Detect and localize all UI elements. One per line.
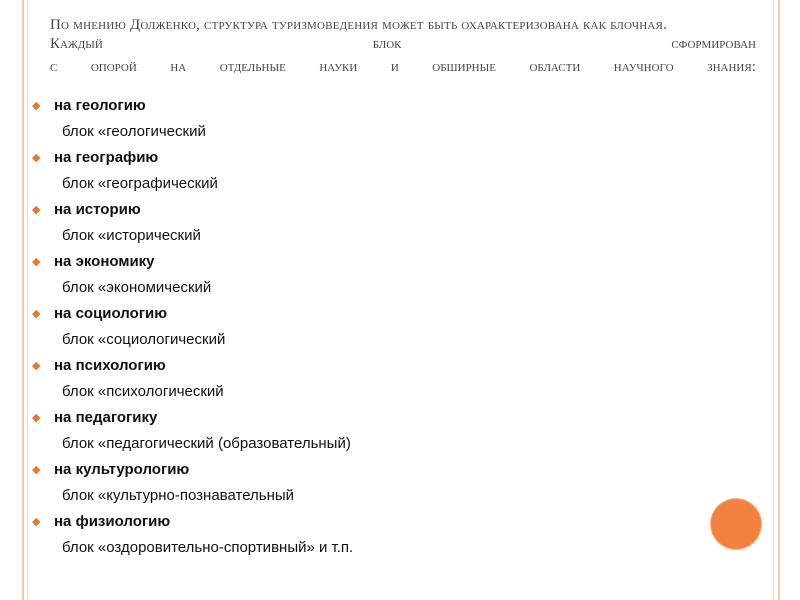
heading-line-3 bbox=[50, 58, 756, 77]
heading-word: отдельные bbox=[219, 59, 286, 75]
list-item bbox=[32, 357, 712, 409]
list-item-subtitle: блок «психологический bbox=[62, 383, 224, 400]
list-item-title: на культурологию bbox=[54, 461, 190, 478]
diamond-bullet-icon: ◆ bbox=[32, 204, 41, 216]
heading-word: опорой bbox=[90, 59, 137, 75]
slide-border-right-inner bbox=[773, 0, 774, 600]
list-item bbox=[32, 149, 712, 201]
list-item-subtitle: блок «геологический bbox=[62, 123, 206, 140]
list-item-subtitle: блок «культурно-познавательный bbox=[62, 487, 295, 504]
heading-word: блок bbox=[372, 36, 402, 52]
heading-word: Каждый bbox=[50, 36, 103, 52]
diamond-bullet-icon: ◆ bbox=[32, 412, 41, 424]
heading-word: с bbox=[50, 59, 58, 75]
list-item-title: на историю bbox=[54, 201, 141, 218]
slide-border-left-inner bbox=[27, 0, 28, 600]
list-item bbox=[32, 461, 712, 513]
list-item-subtitle: блок «оздоровительно-спортивный» и т.п. bbox=[62, 539, 354, 556]
heading-word: на bbox=[170, 59, 187, 75]
heading-line-2 bbox=[50, 35, 756, 54]
diamond-bullet-icon: ◆ bbox=[32, 308, 41, 320]
heading-word: знания: bbox=[707, 59, 756, 75]
list-item bbox=[32, 97, 712, 149]
list-item bbox=[32, 513, 712, 565]
diamond-bullet-icon: ◆ bbox=[32, 516, 41, 528]
list-item-subtitle: блок «педагогический (образовательный) bbox=[62, 435, 351, 452]
diamond-bullet-icon: ◆ bbox=[32, 256, 41, 268]
diamond-bullet-icon: ◆ bbox=[32, 100, 41, 112]
heading-word: обширные bbox=[432, 59, 496, 75]
list-item-title: на педагогику bbox=[54, 409, 158, 426]
list-item-title: на экономику bbox=[54, 253, 155, 270]
slide-heading bbox=[50, 12, 756, 77]
list-item bbox=[32, 409, 712, 461]
list-item-title: на геологию bbox=[54, 97, 146, 114]
list-item-title: на социологию bbox=[54, 305, 168, 322]
heading-word: сформирован bbox=[671, 36, 756, 52]
bullet-list bbox=[32, 97, 712, 565]
list-item bbox=[32, 201, 712, 253]
heading-line-1: По мнению Долженко, структура туризмоведения может быть охарактеризована как блочная. bbox=[50, 17, 668, 33]
slide-border-left bbox=[22, 0, 24, 600]
list-item-subtitle: блок «географический bbox=[62, 175, 218, 192]
list-item-subtitle: блок «исторический bbox=[62, 227, 201, 244]
list-item-title: на физиологию bbox=[54, 513, 171, 530]
heading-word: науки bbox=[319, 59, 358, 75]
heading-word: и bbox=[390, 59, 399, 75]
list-item bbox=[32, 305, 712, 357]
heading-word: области bbox=[529, 59, 581, 75]
list-item-title: на психологию bbox=[54, 357, 166, 374]
list-item-subtitle: блок «экономический bbox=[62, 279, 212, 296]
list-item-subtitle: блок «социологический bbox=[62, 331, 226, 348]
list-item bbox=[32, 253, 712, 305]
heading-word: научного bbox=[613, 59, 674, 75]
diamond-bullet-icon: ◆ bbox=[32, 360, 41, 372]
diamond-bullet-icon: ◆ bbox=[32, 464, 41, 476]
diamond-bullet-icon: ◆ bbox=[32, 152, 41, 164]
list-item-title: на географию bbox=[54, 149, 159, 166]
slide-border-right bbox=[778, 0, 780, 600]
orange-circle-decoration bbox=[711, 499, 761, 549]
